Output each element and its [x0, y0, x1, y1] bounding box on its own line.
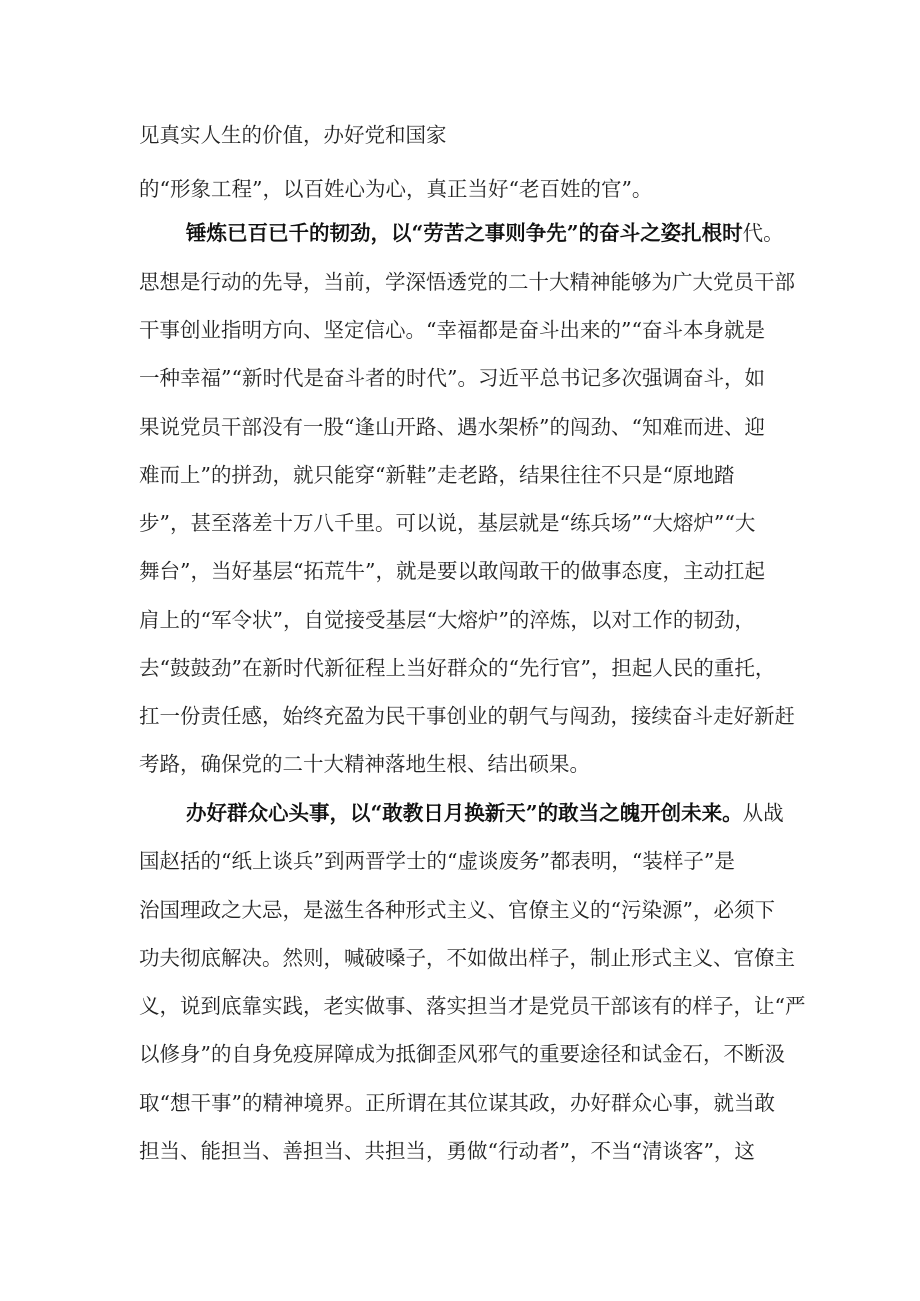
section-2-line-2: 治国理政之大忌，是滋生各种形式主义、官僚主义的“污染源”，必须下: [139, 898, 775, 922]
section-1-line-5: 难而上”的拼劲，就只能穿“新鞋”走老路，结果往往不只是“原地踏: [139, 463, 735, 487]
section-1-line-1: 思想是行动的先导，当前，学深悟透党的二十大精神能够为广大党员干部: [139, 270, 795, 294]
section-1-heading-tail: 代。: [742, 221, 784, 245]
section-2-line-7: 担当、能担当、善担当、共担当，勇做“行动者”，不当“清谈客”，这: [139, 1139, 755, 1163]
section-1-line-6: 步”，甚至落差十万八千里。可以说，基层就是“练兵场”“大熔炉”“大: [139, 511, 756, 535]
section-1-line-10: 扛一份责任感，始终充盈为民干事创业的朝气与闯劲，接续奋斗走好新赶: [139, 704, 795, 728]
section-2-line-6: 取“想干事”的精神境界。正所谓在其位谋其政，办好群众心事，就当敢: [139, 1091, 775, 1115]
section-1-line-9: 去“鼓鼓劲”在新时代新征程上当好群众的“先行官”，担起人民的重托，: [139, 656, 776, 680]
section-2-line-4: 义，说到底靠实践，老实做事、落实担当才是党员干部该有的样子，让“严: [139, 994, 806, 1018]
section-2-heading-line: [186, 796, 784, 830]
section-1-line-8: 肩上的“军令状”，自觉接受基层“大熔炉”的淬炼，以对工作的韧劲，: [139, 608, 755, 632]
section-2-line-5: 以修身”的自身免疫屏障成为抵御歪风邪气的重要途径和试金石，不断汲: [139, 1042, 785, 1066]
section-2-line-1: 国赵括的“纸上谈兵”到两晋学士的“虚谈废务”都表明，“装样子”是: [139, 849, 735, 873]
section-2-heading-tail: 从战: [742, 801, 784, 825]
section-1-line-4: 果说党员干部没有一股“逢山开路、遇水架桥”的闯劲、“知难而进、迎: [139, 415, 765, 439]
section-1-heading: 锤炼已百已千的韧劲，以“劳苦之事则争先”的奋斗之姿扎根时: [186, 221, 743, 245]
section-1-line-11: 考路，确保党的二十大精神落地生根、结出硕果。: [139, 752, 590, 776]
section-1-line-2: 干事创业指明方向、坚定信心。“幸福都是奋斗出来的”“奋斗本身就是: [139, 318, 765, 342]
intro-line-2: 的“形象工程”，以百姓心为心，真正当好“老百姓的官”。: [139, 177, 653, 201]
section-2-line-3: 功夫彻底解决。然则，喊破嗓子，不如做出样子，制止形式主义、官僚主: [139, 946, 795, 970]
section-1-line-3: 一种幸福”“新时代是奋斗者的时代”。习近平总书记多次强调奋斗，如: [139, 366, 765, 390]
intro-line-1: 见真实人生的价值，办好党和国家: [139, 123, 447, 147]
section-1-line-7: 舞台”，当好基层“拓荒牛”，就是要以敢闯敢干的做事态度，主动扛起: [139, 559, 765, 583]
section-1-heading-line: [186, 216, 784, 250]
section-2-heading: 办好群众心头事，以“敢教日月换新天”的敢当之魄开创未来。: [186, 801, 743, 825]
